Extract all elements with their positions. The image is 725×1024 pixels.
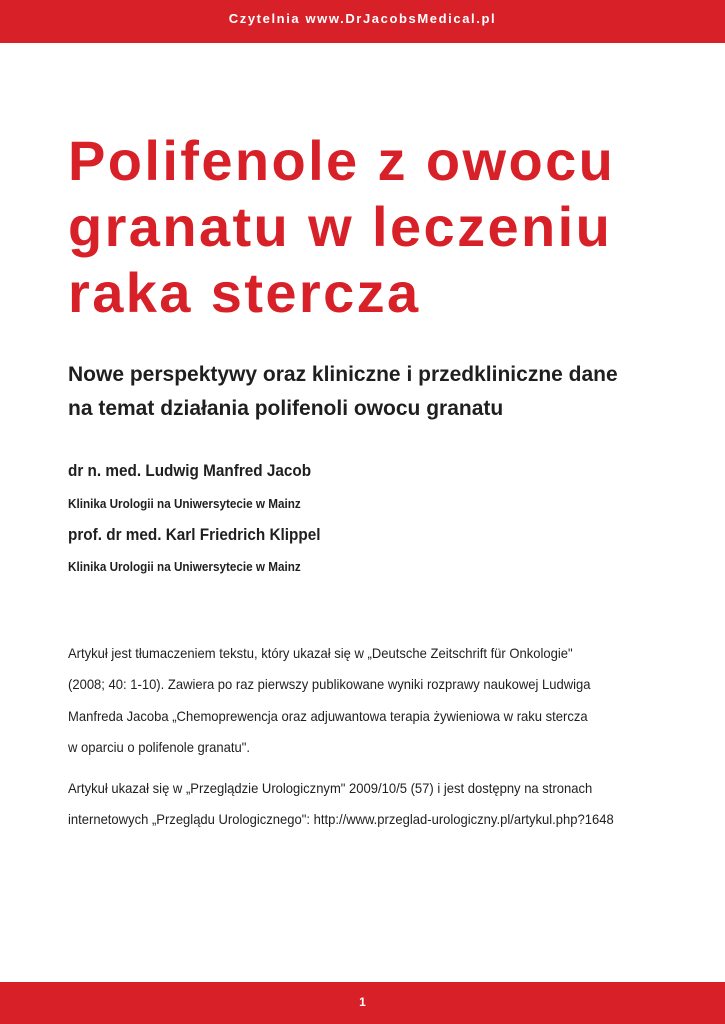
page-number: 1: [359, 995, 366, 1009]
translation-note-paragraph: [68, 638, 656, 764]
subtitle: [68, 358, 688, 426]
author-2-affiliation: Klinika Urologii na Uniwersytecie w Mainz: [68, 559, 301, 574]
publication-note-paragraph: [68, 773, 656, 836]
title-line-1: Polifenole z owocu: [68, 129, 616, 192]
page-title: [68, 128, 688, 326]
footer-bar: [0, 982, 725, 1024]
paragraph-line: Artykuł jest tłumaczeniem tekstu, który ukazał się w „Deutsche Zeitschrift für Onkologie": [68, 645, 573, 661]
paragraph-line: Manfreda Jacoba „Chemoprewencja oraz adjuwantowa terapia żywieniowa w raku stercza: [68, 707, 588, 724]
subtitle-line-1: Nowe perspektywy oraz kliniczne i przedkliniczne dane: [68, 363, 618, 386]
title-line-3: raka stercza: [68, 261, 421, 324]
paragraph-line: w oparciu o polifenole granatu".: [68, 739, 250, 756]
paragraph-line: (2008; 40: 1-10). Zawiera po raz pierwszy publikowane wyniki rozprawy naukowej Ludwiga: [68, 676, 591, 693]
author-1-name: dr n. med. Ludwig Manfred Jacob: [68, 461, 312, 480]
subtitle-line-2: na temat działania polifenoli owocu granatu: [68, 397, 504, 420]
header-text[interactable]: Czytelnia www.DrJacobsMedical.pl: [228, 11, 497, 26]
header-bar: [0, 0, 725, 43]
title-line-2: granatu w leczeniu: [68, 195, 613, 258]
author-2-name: prof. dr med. Karl Friedrich Klippel: [68, 525, 321, 544]
paragraph-line: Artykuł ukazał się w „Przeglądzie Urologicznym" 2009/10/5 (57) i jest dostępny na stronach: [68, 780, 593, 796]
author-1-affiliation: Klinika Urologii na Uniwersytecie w Mainz: [68, 496, 301, 511]
paragraph-line-with-link[interactable]: internetowych „Przeglądu Urologicznego": http://www.przeglad-urologiczny.pl/artykul.php?1648: [68, 811, 614, 828]
